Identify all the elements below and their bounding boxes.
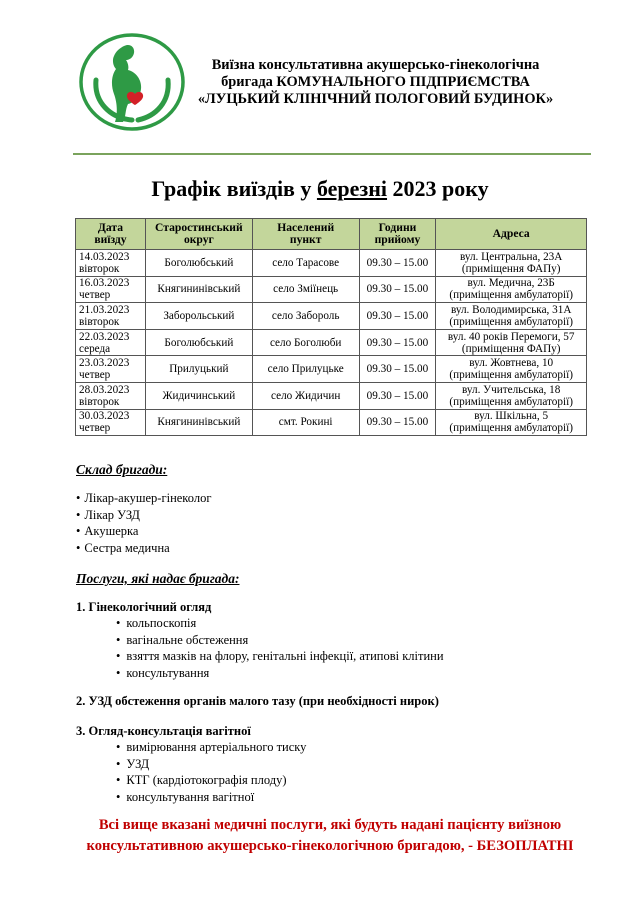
service-2-title: 2. УЗД обстеження органів малого тазу (при необхідності нирок) xyxy=(76,694,439,708)
service-1-title: 1. Гінекологічний огляд xyxy=(76,600,212,614)
list-item: • вимірювання артеріального тиску xyxy=(116,739,306,756)
list-item: • вагінальне обстеження xyxy=(116,632,444,649)
maternity-logo-icon xyxy=(78,32,186,132)
table-row: 21.03.2023 вівторок Заборольський село Забороль 09.30 – 15.00 вул. Володимирська, 31А (приміщення амбулаторії) xyxy=(76,303,587,330)
service-3-list xyxy=(116,739,306,805)
list-item: • Лікар-акушер-гінеколог xyxy=(76,490,211,507)
org-line-1: Виїзна консультативна акушерсько-гінекологічна xyxy=(211,57,540,73)
table-row: 14.03.2023 вівторок Боголюбський село Тарасове 09.30 – 15.00 вул. Центральна, 23А (приміщення ФАПу) xyxy=(76,250,587,277)
table-header-row xyxy=(76,219,587,250)
list-item: • Сестра медична xyxy=(76,540,211,557)
table-row: 28.03.2023 вівторок Жидичинський село Жидичин 09.30 – 15.00 вул. Учительська, 18 (приміщення амбулаторії) xyxy=(76,382,587,409)
col-date: Дата виїзду xyxy=(76,219,146,250)
list-item: • консультування вагітної xyxy=(116,789,306,806)
free-services-notice xyxy=(60,815,600,857)
list-item: • консультування xyxy=(116,665,444,682)
table-row: 16.03.2023 четвер Княгининівський село Зміїнець 09.30 – 15.00 вул. Медична, 23Б (приміщення амбулаторії) xyxy=(76,276,587,303)
title-month: березні xyxy=(316,176,388,201)
col-district: Старостинський округ xyxy=(145,219,252,250)
title-before: Графік виїздів у xyxy=(151,176,317,201)
table-row: 23.03.2023 четвер Прилуцький село Прилуцьке 09.30 – 15.00 вул. Жовтнева, 10 (приміщення амбулаторії) xyxy=(76,356,587,383)
list-item: • взяття мазків на флору, генітальні інфекції, атипові клітини xyxy=(116,648,444,665)
org-line-3: «ЛУЦЬКИЙ КЛІНІЧНИЙ ПОЛОГОВИЙ БУДИНОК» xyxy=(197,91,554,107)
org-line-2: бригада КОМУНАЛЬНОГО ПІДПРИЄМСТВА xyxy=(221,74,530,90)
list-item: • Акушерка xyxy=(76,523,211,540)
schedule-table xyxy=(75,218,587,436)
col-village: Населений пункт xyxy=(252,219,359,250)
list-item: • КТГ (кардіотокографія плоду) xyxy=(116,772,306,789)
team-list xyxy=(76,490,211,556)
notice-line-2: консультативною акушерсько-гінекологічною бригадою, - БЕЗОПЛАТНІ xyxy=(86,838,574,854)
service-1-list xyxy=(116,615,444,681)
table-row: 30.03.2023 четвер Княгининівський смт. Рокині 09.30 – 15.00 вул. Шкільна, 5 (приміщення амбулаторії) xyxy=(76,409,587,436)
table-row: 22.03.2023 середа Боголюбський село Боголюби 09.30 – 15.00 вул. 40 років Перемоги, 57 (приміщення ФАПу) xyxy=(76,329,587,356)
team-title: Склад бригади: xyxy=(76,462,168,477)
list-item: • кольпоскопія xyxy=(116,615,444,632)
list-item: • УЗД xyxy=(116,756,306,773)
notice-line-1: Всі вище вказані медичні послуги, які будуть надані пацієнту виїзною xyxy=(98,817,562,833)
list-item: • Лікар УЗД xyxy=(76,507,211,524)
organization-name xyxy=(188,57,563,108)
header xyxy=(0,0,640,160)
col-address: Адреса xyxy=(436,219,587,250)
title-after: 2023 року xyxy=(387,176,489,201)
service-3-title: 3. Огляд-консультація вагітної xyxy=(76,724,251,738)
page-title xyxy=(0,176,640,202)
col-hours: Години прийому xyxy=(359,219,436,250)
services-title: Послуги, які надає бригада: xyxy=(76,571,240,586)
header-divider xyxy=(73,153,591,155)
